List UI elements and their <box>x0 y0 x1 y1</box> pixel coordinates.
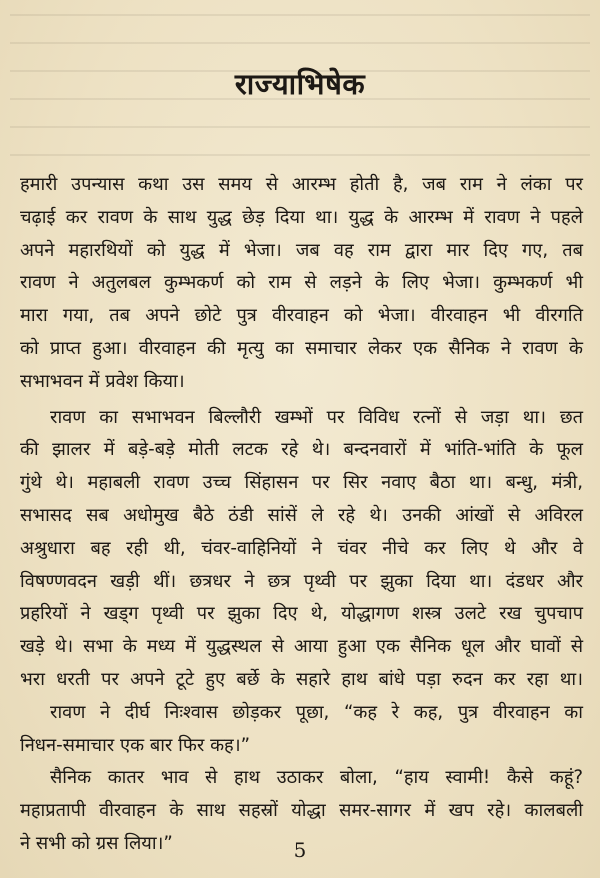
text-line: खड़े थे। सभा के मध्य में युद्धस्थल से आया हुआ एक सैनिक धूल और घावों से <box>20 636 583 658</box>
page-number: 5 <box>293 838 307 862</box>
paragraph <box>20 697 583 763</box>
paragraph <box>20 169 583 399</box>
text-line: ने सभी को ग्रस लिया।” <box>20 832 173 854</box>
text-line: सभासद सब अधोमुख बैठे ठंडी सांसें ले रहे थे। उनकी आंखों से अविरल <box>20 504 583 526</box>
text-line: विषण्णवदन खड़ी थीं। छत्रधर ने छत्र पृथ्वी पर झुका दिया था। दंडधर और <box>20 570 583 592</box>
text-line: रावण का सभाभवन बिल्लौरी खम्भों पर विविध रत्नों से जड़ा था। छत <box>50 406 583 428</box>
text-line: रावण ने दीर्घ निःश्वास छोड़कर पूछा, “कह रे कह, पुत्र वीरवाहन का <box>50 701 583 723</box>
text-line: को प्राप्त हुआ। वीरवाहन की मृत्यु का समाचार लेकर एक सैनिक ने रावण के <box>20 337 583 359</box>
text-line: निधन-समाचार एक बार फिर कह।” <box>20 734 251 756</box>
text-line: रावण ने अतुलबल कुम्भकर्ण को राम से लड़ने के लिए भेजा। कुम्भकर्ण भी <box>20 272 583 294</box>
chapter-title: राज्याभिषेक <box>234 67 366 101</box>
text-line: की झालर में बड़े-बड़े मोती लटक रहे थे। बन्दनवारों में भांति-भांति के फूल <box>20 439 583 461</box>
text-line: अपने महारथियों को युद्ध में भेजा। जब वह राम द्वारा मार दिए गए, तब <box>20 239 583 261</box>
text-line: हमारी उपन्यास कथा उस समय से आरम्भ होती है, जब राम ने लंका पर <box>20 174 583 195</box>
paragraph <box>20 402 583 697</box>
text-line: गुंथे थे। महाबली रावण उच्च सिंहासन पर सिर नवाए बैठा था। बन्धु, मंत्री, <box>20 472 583 494</box>
text-line: मारा गया, तब अपने छोटे पुत्र वीरवाहन को भेजा। वीरवाहन भी वीरगति <box>20 305 583 327</box>
text-line: अश्रुधारा बह रही थी, चंवर-वाहिनियों ने चंवर नीचे कर लिए थे और वे <box>20 537 583 559</box>
text-line: सभाभवन में प्रवेश किया। <box>20 370 185 392</box>
chapter-body <box>20 169 583 861</box>
text-line: चढ़ाई कर रावण के साथ युद्ध छेड़ दिया था। युद्ध के आरम्भ में रावण ने पहले <box>20 206 583 228</box>
text-line: भरा धरती पर अपने टूटे हुए बर्छे के सहारे हाथ बांधे पड़ा रुदन कर रहा था। <box>20 668 583 690</box>
text-line: प्रहरियों ने खड्ग पृथ्वी पर झुका दिए थे, योद्धागण शस्त्र उलटे रख चुपचाप <box>20 603 583 625</box>
text-line: सैनिक कातर भाव से हाथ उठाकर बोला, “हाय स्वामी! कैसे कहूं? <box>50 767 583 789</box>
text-line: महाप्रतापी वीरवाहन के साथ सहस्रों योद्धा समर-सागर में खप रहे। कालबली <box>20 800 583 822</box>
